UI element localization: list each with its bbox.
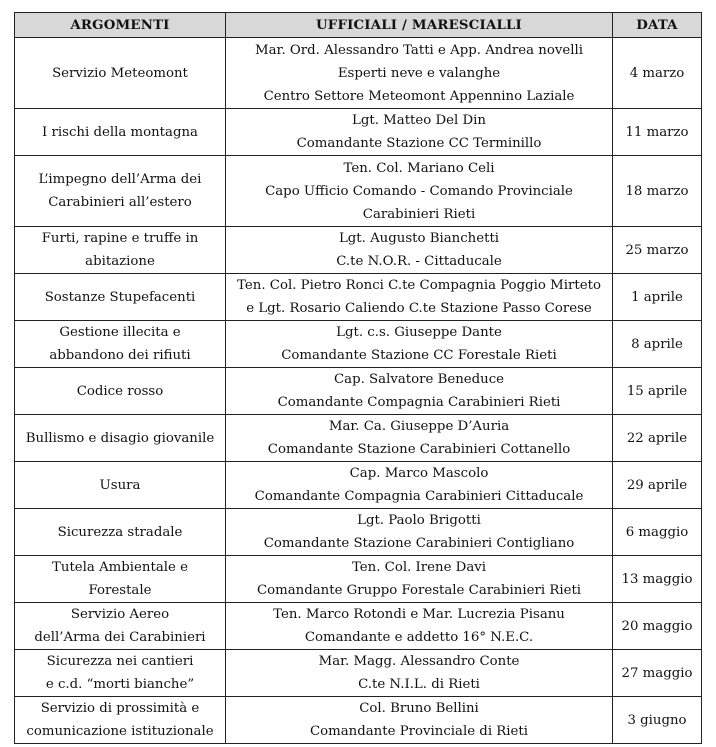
table-row	[15, 274, 702, 321]
officer-line: Esperti neve e valanghe	[337, 65, 501, 81]
officer-cell	[226, 603, 613, 650]
topic-cell	[15, 368, 226, 415]
table-row	[15, 321, 702, 368]
topic-line: Furti, rapine e truffe in	[41, 231, 199, 246]
date-cell: 27 maggio	[613, 650, 702, 697]
topic-line: Carabinieri all’estero	[48, 195, 192, 210]
topic-cell	[15, 156, 226, 227]
officer-line: Comandante Stazione CC Terminillo	[296, 136, 542, 151]
table-row	[15, 415, 702, 462]
officer-line: Mar. Ca. Giuseppe D’Auria	[328, 419, 510, 434]
topic-cell	[15, 697, 226, 744]
header-row	[15, 13, 702, 38]
topic-line: e c.d. “morti bianche”	[45, 677, 195, 692]
officer-cell	[226, 462, 613, 509]
officer-cell	[226, 556, 613, 603]
table-row	[15, 368, 702, 415]
topic-line: abbandono dei rifiuti	[49, 348, 191, 363]
officer-line: Mar. Magg. Alessandro Conte	[318, 654, 520, 669]
table-row	[15, 556, 702, 603]
date-cell: 4 marzo	[613, 38, 702, 109]
officer-cell	[226, 697, 613, 744]
officer-line: Comandante Stazione Carabinieri Contigliano	[263, 536, 575, 551]
officer-line: Centro Settore Meteomont Appennino Laziale	[263, 88, 575, 104]
date-cell: 18 marzo	[613, 156, 702, 227]
schedule-table	[14, 12, 702, 744]
topic-line: Sicurezza nei cantieri	[46, 654, 194, 669]
officer-line: Ten. Col. Mariano Celi	[343, 160, 495, 176]
date-cell: 22 aprile	[613, 415, 702, 462]
officer-line: Comandante e addetto 16° N.E.C.	[304, 630, 534, 645]
officer-cell	[226, 650, 613, 697]
officer-line: Comandante Provinciale di Rieti	[309, 724, 529, 739]
officer-line: Mar. Ord. Alessandro Tatti e App. Andrea novelli	[255, 42, 583, 58]
officer-line: Comandante Stazione Carabinieri Cottanello	[267, 442, 571, 457]
date-cell: 13 maggio	[613, 556, 702, 603]
topic-line: L’impegno dell’Arma dei	[38, 172, 202, 187]
officer-line: Cap. Salvatore Beneduce	[333, 372, 505, 387]
officer-line: e Lgt. Rosario Caliendo C.te Stazione Passo Corese	[246, 301, 592, 316]
topic-line: Forestale	[88, 583, 152, 598]
table-row	[15, 650, 702, 697]
table-row	[15, 38, 702, 109]
topic-cell	[15, 321, 226, 368]
topic-line: Sicurezza stradale	[57, 524, 183, 540]
topic-line: Sostanze Stupefacenti	[44, 289, 196, 305]
topic-line: Usura	[99, 477, 141, 493]
header-argomenti: ARGOMENTI	[15, 13, 226, 38]
officer-cell	[226, 368, 613, 415]
officer-line: Cap. Marco Mascolo	[349, 466, 489, 481]
topic-line: Servizio Meteomont	[52, 65, 188, 81]
table-row	[15, 509, 702, 556]
date-cell: 15 aprile	[613, 368, 702, 415]
topic-line: Bullismo e disagio giovanile	[25, 430, 215, 446]
topic-line: Codice rosso	[76, 383, 164, 399]
date-cell: 6 maggio	[613, 509, 702, 556]
topic-line: Gestione illecita e	[59, 325, 181, 340]
date-cell: 11 marzo	[613, 109, 702, 156]
topic-line: Tutela Ambientale e	[52, 560, 188, 575]
topic-cell	[15, 227, 226, 274]
officer-line: Lgt. Paolo Brigotti	[357, 513, 481, 528]
topic-cell	[15, 509, 226, 556]
officer-line: Comandante Compagnia Carabinieri Cittaducale	[254, 489, 584, 504]
officer-cell	[226, 415, 613, 462]
officer-line: Col. Bruno Bellini	[359, 701, 479, 716]
date-cell: 29 aprile	[613, 462, 702, 509]
officer-line: Comandante Gruppo Forestale Carabinieri Rieti	[256, 583, 582, 598]
officer-cell	[226, 227, 613, 274]
date-cell: 20 maggio	[613, 603, 702, 650]
officer-line: Ten. Col. Pietro Ronci C.te Compagnia Poggio Mirteto	[237, 278, 601, 293]
topic-line: Servizio di prossimità e	[40, 701, 200, 716]
topic-line: dell’Arma dei Carabinieri	[34, 630, 206, 645]
topic-cell	[15, 556, 226, 603]
table-row	[15, 697, 702, 744]
date-cell: 25 marzo	[613, 227, 702, 274]
officer-cell	[226, 156, 613, 227]
table-row	[15, 156, 702, 227]
officer-line: Ten. Marco Rotondi e Mar. Lucrezia Pisanu	[273, 607, 565, 622]
officer-cell	[226, 274, 613, 321]
topic-cell	[15, 462, 226, 509]
officer-line: Lgt. Augusto Bianchetti	[338, 231, 500, 246]
topic-cell	[15, 650, 226, 697]
officer-line: Ten. Col. Irene Davi	[351, 560, 487, 575]
topic-cell	[15, 109, 226, 156]
topic-cell	[15, 274, 226, 321]
date-cell: 3 giugno	[613, 697, 702, 744]
table-row	[15, 462, 702, 509]
officer-line: Comandante Stazione CC Forestale Rieti	[281, 348, 557, 363]
officer-cell	[226, 38, 613, 109]
topic-cell	[15, 415, 226, 462]
officer-line: Capo Ufficio Comando - Comando Provinciale	[265, 183, 573, 199]
date-cell: 1 aprile	[613, 274, 702, 321]
topic-line: comunicazione istituzionale	[26, 724, 214, 739]
officer-line: C.te N.O.R. - Cittaducale	[336, 254, 502, 269]
topic-cell	[15, 603, 226, 650]
officer-cell	[226, 109, 613, 156]
officer-line: Carabinieri Rieti	[362, 206, 476, 222]
officer-line: C.te N.I.L. di Rieti	[358, 677, 480, 692]
table-row	[15, 227, 702, 274]
header-ufficiali: UFFICIALI / MARESCIALLI	[226, 13, 613, 38]
table-row	[15, 109, 702, 156]
date-cell: 8 aprile	[613, 321, 702, 368]
topic-line: Servizio Aereo	[70, 607, 170, 622]
officer-line: Lgt. c.s. Giuseppe Dante	[336, 325, 502, 340]
officer-line: Comandante Compagnia Carabinieri Rieti	[277, 395, 561, 410]
officer-cell	[226, 321, 613, 368]
table-row	[15, 603, 702, 650]
officer-line: Lgt. Matteo Del Din	[352, 113, 486, 128]
officer-cell	[226, 509, 613, 556]
topic-line: I rischi della montagna	[42, 124, 198, 140]
topic-cell	[15, 38, 226, 109]
header-data: DATA	[613, 13, 702, 38]
topic-line: abitazione	[85, 254, 155, 269]
